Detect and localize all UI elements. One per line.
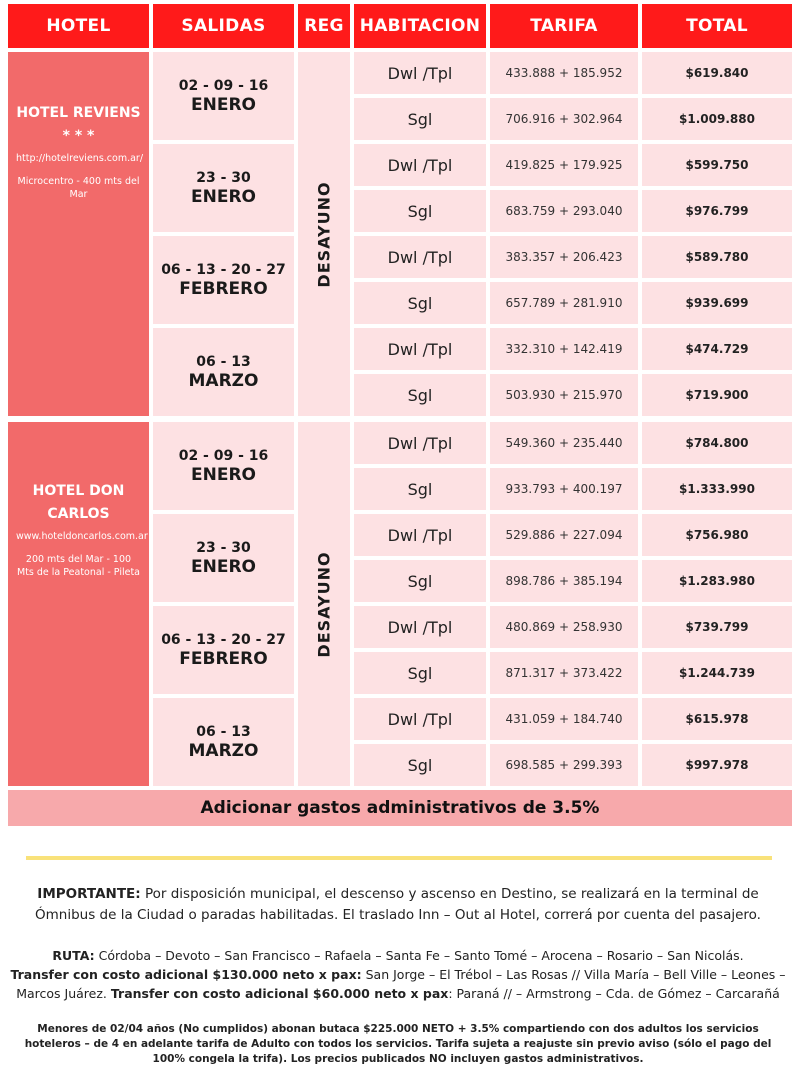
departure-cell xyxy=(153,144,294,232)
header-tarifa: TARIFA xyxy=(490,4,638,48)
header-total: TOTAL xyxy=(642,4,792,48)
departure-days: 02 - 09 - 16 xyxy=(178,447,269,464)
departure-days: 06 - 13 - 20 - 27 xyxy=(161,631,286,648)
departure-days: 23 - 30 xyxy=(196,169,251,186)
room-type: Dwl /Tpl xyxy=(354,328,486,370)
transfer2-text: : Paraná // – Armstrong – Cda. de Gómez – Carcarañá xyxy=(448,986,780,1001)
room-type: Sgl xyxy=(354,560,486,602)
total-value: $1.283.980 xyxy=(642,560,792,602)
rate-value: 503.930 + 215.970 xyxy=(490,374,638,416)
important-text: Por disposición municipal, el descenso y ascenso en Destino, se realizará en la terminal de Ómnibus de la Ciudad o paradas habilitadas. El traslado Inn – Out al Hotel, correrá por cuenta del pasajero. xyxy=(35,886,761,923)
rate-value: 332.310 + 142.419 xyxy=(490,328,638,370)
route-label: RUTA: xyxy=(52,948,95,963)
departure-days: 06 - 13 xyxy=(196,353,251,370)
rate-value: 657.789 + 281.910 xyxy=(490,282,638,324)
hotel-info-cell xyxy=(8,52,149,416)
room-type: Dwl /Tpl xyxy=(354,698,486,740)
transfer2-label: Transfer con costo adicional $60.000 neto x pax xyxy=(110,986,449,1001)
regime-label: DESAYUNO xyxy=(314,180,334,288)
important-label: IMPORTANTE: xyxy=(37,886,141,902)
hotel-url: www.hoteldoncarlos.com.ar xyxy=(16,531,148,542)
header-hotel: HOTEL xyxy=(8,4,149,48)
hotel-url: http://hotelreviens.com.ar/ xyxy=(16,153,144,164)
room-type: Sgl xyxy=(354,98,486,140)
departure-cell xyxy=(153,514,294,602)
rate-value: 383.357 + 206.423 xyxy=(490,236,638,278)
total-value: $1.009.880 xyxy=(642,98,792,140)
rate-value: 933.793 + 400.197 xyxy=(490,468,638,510)
regime-cell xyxy=(298,422,350,786)
rate-value: 683.759 + 293.040 xyxy=(490,190,638,232)
room-type: Dwl /Tpl xyxy=(354,514,486,556)
total-value: $739.799 xyxy=(642,606,792,648)
total-value: $619.840 xyxy=(642,52,792,94)
hotel-name: HOTEL DON CARLOS xyxy=(32,483,125,522)
room-type: Sgl xyxy=(354,744,486,786)
departure-cell xyxy=(153,422,294,510)
rate-value: 431.059 + 184.740 xyxy=(490,698,638,740)
total-value: $615.978 xyxy=(642,698,792,740)
room-type: Dwl /Tpl xyxy=(354,52,486,94)
total-value: $599.750 xyxy=(642,144,792,186)
room-type: Sgl xyxy=(354,468,486,510)
total-value: $976.799 xyxy=(642,190,792,232)
departure-cell xyxy=(153,52,294,140)
room-type: Dwl /Tpl xyxy=(354,606,486,648)
departure-days: 06 - 13 xyxy=(196,723,251,740)
rate-value: 898.786 + 385.194 xyxy=(490,560,638,602)
departure-month: FEBRERO xyxy=(179,278,268,299)
departure-month: FEBRERO xyxy=(179,648,268,669)
departure-cell xyxy=(153,328,294,416)
room-type: Dwl /Tpl xyxy=(354,422,486,464)
header-reg: REG xyxy=(298,4,350,48)
room-type: Sgl xyxy=(354,190,486,232)
route-text: Córdoba – Devoto – San Francisco – Rafaela – Santa Fe – Santo Tomé – Arocena – Rosario – San Nicolás. xyxy=(98,948,744,963)
rate-value: 549.360 + 235.440 xyxy=(490,422,638,464)
room-type: Sgl xyxy=(354,652,486,694)
departure-cell xyxy=(153,606,294,694)
important-note xyxy=(10,884,786,926)
departure-days: 06 - 13 - 20 - 27 xyxy=(161,261,286,278)
total-value: $719.900 xyxy=(642,374,792,416)
departure-cell xyxy=(153,236,294,324)
room-type: Dwl /Tpl xyxy=(354,236,486,278)
rate-value: 698.585 + 299.393 xyxy=(490,744,638,786)
total-value: $474.729 xyxy=(642,328,792,370)
rate-value: 480.869 + 258.930 xyxy=(490,606,638,648)
room-type: Sgl xyxy=(354,282,486,324)
departure-month: ENERO xyxy=(191,186,256,207)
departure-cell xyxy=(153,698,294,786)
departure-month: MARZO xyxy=(188,740,259,761)
total-value: $939.699 xyxy=(642,282,792,324)
hotel-location: Microcentro - 400 mts del Mar xyxy=(17,176,140,200)
rate-value: 529.886 + 227.094 xyxy=(490,514,638,556)
room-type: Sgl xyxy=(354,374,486,416)
header-habitacion: HABITACION xyxy=(354,4,486,48)
rate-value: 419.825 + 179.925 xyxy=(490,144,638,186)
total-value: $589.780 xyxy=(642,236,792,278)
hotel-name: HOTEL REVIENS * * * xyxy=(16,105,141,144)
departure-month: ENERO xyxy=(191,556,256,577)
transfer1-text: San Jorge – El Trébol – Las Rosas // Villa María – Bell Ville – Leones – Marcos Juárez. xyxy=(16,967,786,1001)
rate-value: 433.888 + 185.952 xyxy=(490,52,638,94)
room-type: Dwl /Tpl xyxy=(354,144,486,186)
admin-fee-banner: Adicionar gastos administrativos de 3.5% xyxy=(8,790,792,826)
regime-cell xyxy=(298,52,350,416)
total-value: $997.978 xyxy=(642,744,792,786)
departure-month: ENERO xyxy=(191,94,256,115)
departure-month: ENERO xyxy=(191,464,256,485)
transfer1-label: Transfer con costo adicional $130.000 neto x pax: xyxy=(10,967,362,982)
hotel-info-cell xyxy=(8,422,149,786)
total-value: $1.244.739 xyxy=(642,652,792,694)
total-value: $1.333.990 xyxy=(642,468,792,510)
hotel-location: 200 mts del Mar - 100 Mts de la Peatonal - Pileta xyxy=(17,554,140,578)
header-salidas: SALIDAS xyxy=(153,4,294,48)
route-note xyxy=(10,946,786,1003)
departure-days: 23 - 30 xyxy=(196,539,251,556)
departure-month: MARZO xyxy=(188,370,259,391)
departure-days: 02 - 09 - 16 xyxy=(178,77,269,94)
total-value: $784.800 xyxy=(642,422,792,464)
divider-line xyxy=(26,856,772,860)
minors-note: Menores de 02/04 años (No cumplidos) abonan butaca $225.000 NETO + 3.5% compartiendo con dos adultos los servicios hoteleros – de 4 en adelante tarifa de Adulto con todos los servicios. Tarifa sujeta a reajuste sin previo aviso (sólo el pago del 100% congela la trifa). Los precios publicados NO incluyen gastos administrativos. xyxy=(24,1023,772,1065)
total-value: $756.980 xyxy=(642,514,792,556)
regime-label: DESAYUNO xyxy=(314,550,334,658)
rate-value: 871.317 + 373.422 xyxy=(490,652,638,694)
rate-value: 706.916 + 302.964 xyxy=(490,98,638,140)
